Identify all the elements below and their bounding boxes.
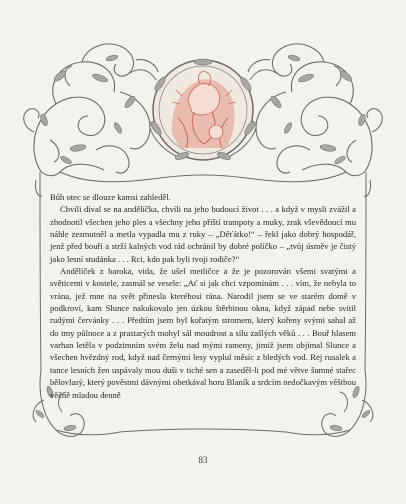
top-left-leaf-texture bbox=[39, 54, 137, 165]
right-side-rail bbox=[364, 172, 371, 370]
page-number: 83 bbox=[198, 455, 208, 465]
paragraph-3: Andělíček z baroka, vida, že ušel metličce a že je pozorován všemi svatými a světicemi v kostele, zasmál se vesele: „Ať si jak chci vzpomínám . . . vím, že nebyla to vrána, jež mne na svět přinesla kteréhosi rána. Narodil jsem se ve starém domě v podkroví, kam Slunce nakukovalo jen úzkou štěrbinou okna, když západ nebe svítil rudými červánky . . . Předtím jsem byl kořatým stromem, který kořeny svými sahal až do tmy půlnoce a z prastarých mohyl sál moudrost a sílu zašlých věků . . . Bouř hlasem varhan letěla v podzimním svém želu nad mými rameny, jimiž jsem objímal Slunce a všechen hvězdný rod, když nad černými lesy vyplul měsíc z bledých vod. Rej rusalek a tance lesních žen uspávaly mou duši v tiché sen a zaseděl-li pod mé větve šumné stařec bělovlasý, který pověstmi dávnými obetkával horu Blaník a srdcím nedočkavým věštbou věčně mladou denně bbox=[50, 266, 356, 400]
top-right-leaf-texture bbox=[269, 54, 367, 165]
paragraph-1: Bůh otec se dlouze kamsi zahleděl. bbox=[50, 192, 171, 202]
paragraph-2: Chvíli díval se na andělíčka, chvíli na jeho budoucí život . . . a když v mysli zvážil a zhodnotil všechen jeho ples a všechny jeho příští trampoty a muky, zrak vševědoucí mu náhle zesmutněl a metla vypadla mu z ruky – „Děťátko!“ – řekl jako dobrý hospodář, jenž před bouří a strží kalných vod rád ochránil by dobré políčko – „tvůj úsměv je čistý jako lesní studánka . . . Rci, kdo pak byli tvoji rodiče?“ bbox=[50, 204, 356, 264]
central-medallion bbox=[149, 59, 257, 161]
top-left-scroll-ornament bbox=[24, 44, 158, 176]
bottom-frame-line bbox=[120, 429, 286, 432]
top-right-scroll-ornament bbox=[248, 44, 382, 176]
left-side-rail bbox=[35, 172, 42, 370]
body-text bbox=[50, 191, 356, 401]
